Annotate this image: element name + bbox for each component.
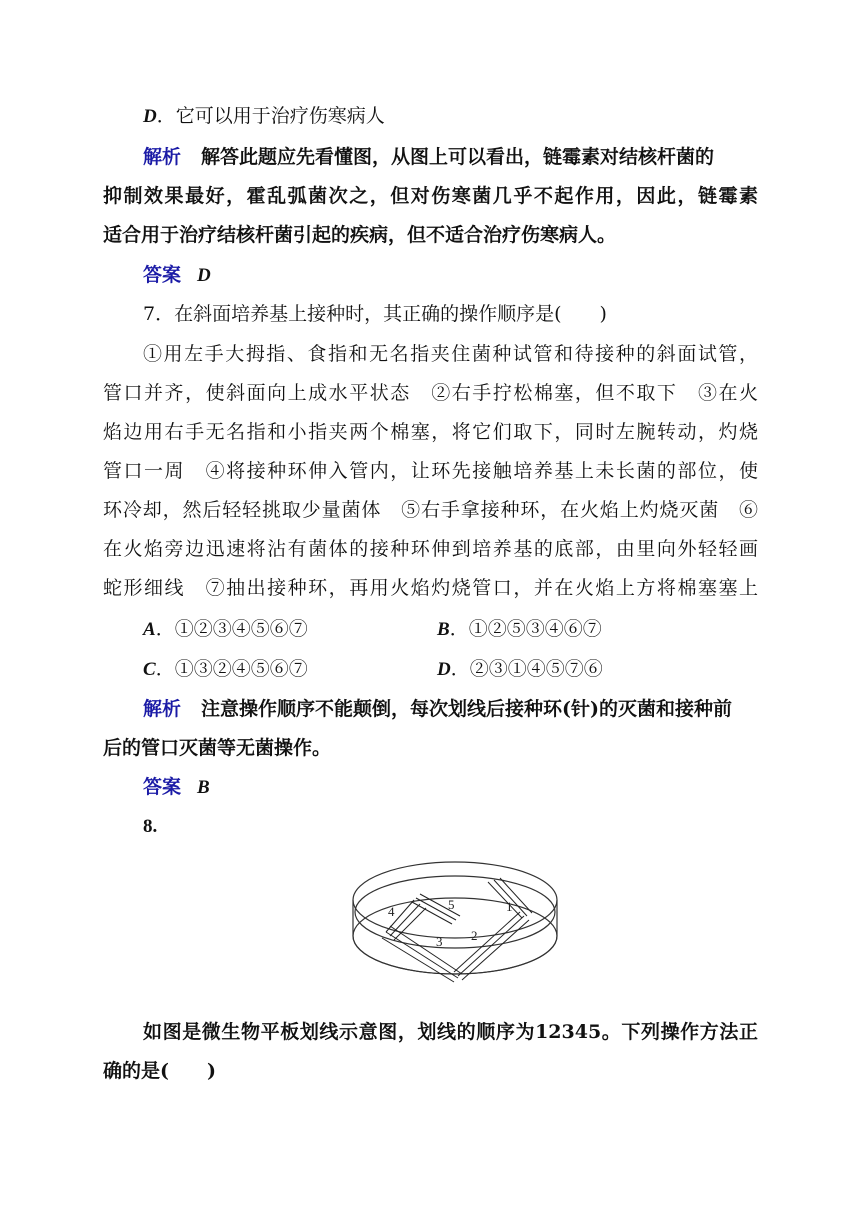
q7-body-line-3: 焰边用右手无名指和小指夹两个棉塞，将它们取下，同时左腕转动，灼烧	[103, 421, 758, 443]
analysis6-text-1: 解答此题应先看懂图，从图上可以看出，链霉素对结核杆菌的	[201, 146, 715, 168]
q7-body-line-7: 蛇形细线 ⑦抽出接种环，再用火焰灼烧管口，并在火焰上方将棉塞塞上	[103, 577, 758, 599]
q8-text-line-2: 确的是( )	[103, 1060, 216, 1082]
streak-label-1: 1	[506, 899, 513, 914]
q7-option-b	[437, 617, 602, 642]
plate-base	[353, 898, 557, 974]
analysis6-line-2: 抑制效果最好，霍乱弧菌次之，但对伤寒菌几乎不起作用，因此，链霉素	[103, 185, 758, 207]
analysis6-label: 解析	[143, 146, 182, 168]
q7-body-line-6: 在火焰旁边迅速将沾有菌体的接种环伸到培养基的底部，由里向外轻轻画	[103, 538, 758, 560]
q7-stem: 7．在斜面培养基上接种时，其正确的操作顺序是( )	[143, 303, 607, 325]
q7-option-d	[437, 657, 603, 682]
q7-option-c-text: ．①③②④⑤⑥⑦	[155, 658, 308, 680]
answer6	[143, 263, 211, 288]
q7-body-line-1: ①用左手大拇指、食指和无名指夹住菌种试管和待接种的斜面试管，	[143, 343, 758, 365]
q7-body-line-2: 管口并齐，使斜面向上成水平状态 ②右手拧松棉塞，但不取下 ③在火	[103, 382, 758, 404]
streak-lines	[382, 878, 532, 982]
q6-option-d-letter: D	[143, 106, 157, 127]
q7-option-d-text: ．②③①④⑤⑦⑥	[450, 658, 603, 680]
q6-option-d	[143, 104, 385, 129]
analysis6-line-3: 适合用于治疗结核杆菌引起的疾病，但不适合治疗伤寒病人。	[103, 224, 617, 246]
plate-rim-inner	[355, 876, 555, 948]
q7-option-b-letter: B	[437, 619, 450, 640]
streak-label-2: 2	[471, 928, 478, 943]
streak-plate-diagram	[340, 848, 570, 996]
q7-option-b-text: ．①②⑤③④⑥⑦	[449, 618, 602, 640]
answer7	[143, 775, 210, 800]
analysis6-line-1	[143, 145, 758, 169]
answer6-label: 答案	[143, 264, 182, 286]
answer7-value: B	[197, 777, 210, 798]
streak-label-4: 4	[388, 904, 395, 919]
answer7-label: 答案	[143, 776, 182, 798]
q8-number: 8.	[143, 816, 158, 837]
q6-option-d-text: ．它可以用于治疗伤寒病人	[156, 105, 385, 127]
streak-label-5: 5	[448, 897, 455, 912]
q7-option-a-text: ．①②③④⑤⑥⑦	[155, 618, 308, 640]
plate-rim-outer	[353, 862, 557, 938]
streak-label-3: 3	[436, 934, 443, 949]
analysis7-text-1: 注意操作顺序不能颠倒，每次划线后接种环(针)的灭菌和接种前	[201, 698, 732, 720]
q7-body-line-5: 环冷却，然后轻轻挑取少量菌体 ⑤右手拿接种环，在火焰上灼烧灭菌 ⑥	[103, 499, 758, 521]
q7-option-a-letter: A	[143, 619, 156, 640]
answer6-value: D	[197, 265, 211, 286]
q7-option-a	[143, 617, 308, 642]
q7-option-d-letter: D	[437, 659, 451, 680]
analysis7-line-1	[143, 697, 758, 721]
analysis7-line-2: 后的管口灭菌等无菌操作。	[103, 737, 332, 759]
q7-body-line-4: 管口一周 ④将接种环伸入管内，让环先接触培养基上未长菌的部位，使	[103, 460, 758, 482]
q7-option-c	[143, 657, 308, 682]
q7-option-c-letter: C	[143, 659, 156, 680]
analysis7-label: 解析	[143, 698, 182, 720]
q8-text-line-1: 如图是微生物平板划线示意图，划线的顺序为12345。下列操作方法正	[143, 1021, 758, 1043]
